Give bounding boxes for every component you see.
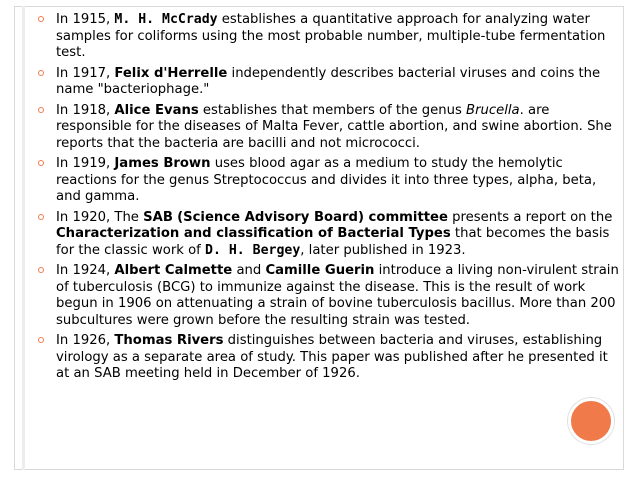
list-item	[36, 103, 620, 153]
text-run: In 1924,	[56, 263, 115, 278]
decorative-line	[22, 6, 25, 470]
item-text	[56, 333, 608, 381]
bullet-icon	[38, 160, 44, 166]
list-item	[36, 333, 620, 383]
list-item	[36, 210, 620, 260]
italic-text: Brucella	[466, 102, 520, 118]
text-run: and	[232, 263, 266, 278]
bullet-icon	[38, 267, 44, 273]
orange-circle-decoration	[568, 398, 614, 444]
bullet-icon	[38, 214, 44, 220]
bold-text: Characterization and classification of Bacterial Types	[56, 226, 451, 241]
item-text	[56, 103, 612, 151]
text-run: In 1917,	[56, 65, 115, 81]
bold-text: SAB	[143, 209, 173, 225]
bullet-list	[36, 12, 620, 387]
item-text	[56, 12, 605, 60]
bullet-icon	[38, 16, 44, 22]
text-run: introduce a living non-virulent strain of tuberculosis (BCG) to immunize against the disease. This is the result of work begun in 1906 on attenuating a strain of bovine tuberculosis bacillus. More than 200 subcultures were grown before the resulting strain was tested.	[56, 263, 619, 328]
bullet-icon	[38, 70, 44, 76]
bullet-icon	[38, 107, 44, 113]
item-text	[56, 66, 600, 98]
list-item	[36, 263, 620, 329]
bold-text: Albert Calmette	[114, 263, 233, 278]
bold-text: Alice Evans	[114, 102, 199, 118]
text-run: uses blood agar as a medium to study the hemolytic reactions for the genus Streptococcus and divides it into three types, alpha, beta, and gamma.	[56, 156, 597, 204]
list-item	[36, 12, 620, 62]
bold-text: Thomas Rivers	[114, 333, 224, 348]
bold-text: M. H. McCrady	[114, 12, 218, 27]
text-run: establishes that members of the genus	[198, 102, 467, 118]
item-text	[56, 263, 619, 328]
bold-text: (Science Advisory Board) committee	[177, 209, 448, 225]
text-run: independently describes bacterial viruses and coins the name "bacteriophage."	[56, 65, 601, 97]
item-text	[56, 156, 596, 204]
text-run: presents a report on the	[447, 209, 613, 225]
text-run: In 1920, The	[56, 209, 144, 225]
list-item	[36, 156, 620, 206]
text-run: , later published in 1923.	[300, 242, 466, 258]
text-run: distinguishes between bacteria and viruses, establishing virology as a separate area of study. This paper was published after he presented it at an SAB meeting held in December of 1926.	[56, 333, 608, 381]
bold-text: Camille Guerin	[265, 263, 375, 278]
text-run: . are responsible for the diseases of Malta Fever, cattle abortion, and swine abortion. She reports that the bacteria are bacilli and not micrococci.	[56, 102, 612, 151]
text-run: that becomes the basis for the classic work of	[56, 226, 610, 258]
bold-text: Felix d'Herrelle	[114, 65, 228, 81]
bold-text: James Brown	[114, 156, 211, 171]
bold-text: D. H. Bergey	[205, 242, 301, 258]
text-run: In 1919,	[56, 156, 115, 171]
text-run: In 1926,	[56, 333, 115, 348]
item-text	[56, 210, 612, 258]
text-run: In 1918,	[56, 102, 115, 118]
text-run: In 1915,	[56, 12, 115, 27]
bullet-icon	[38, 337, 44, 343]
list-item	[36, 66, 620, 99]
text-run: establishes a quantitative approach for analyzing water samples for coliforms using the most probable number, multiple-tube fermentation test.	[56, 12, 606, 60]
